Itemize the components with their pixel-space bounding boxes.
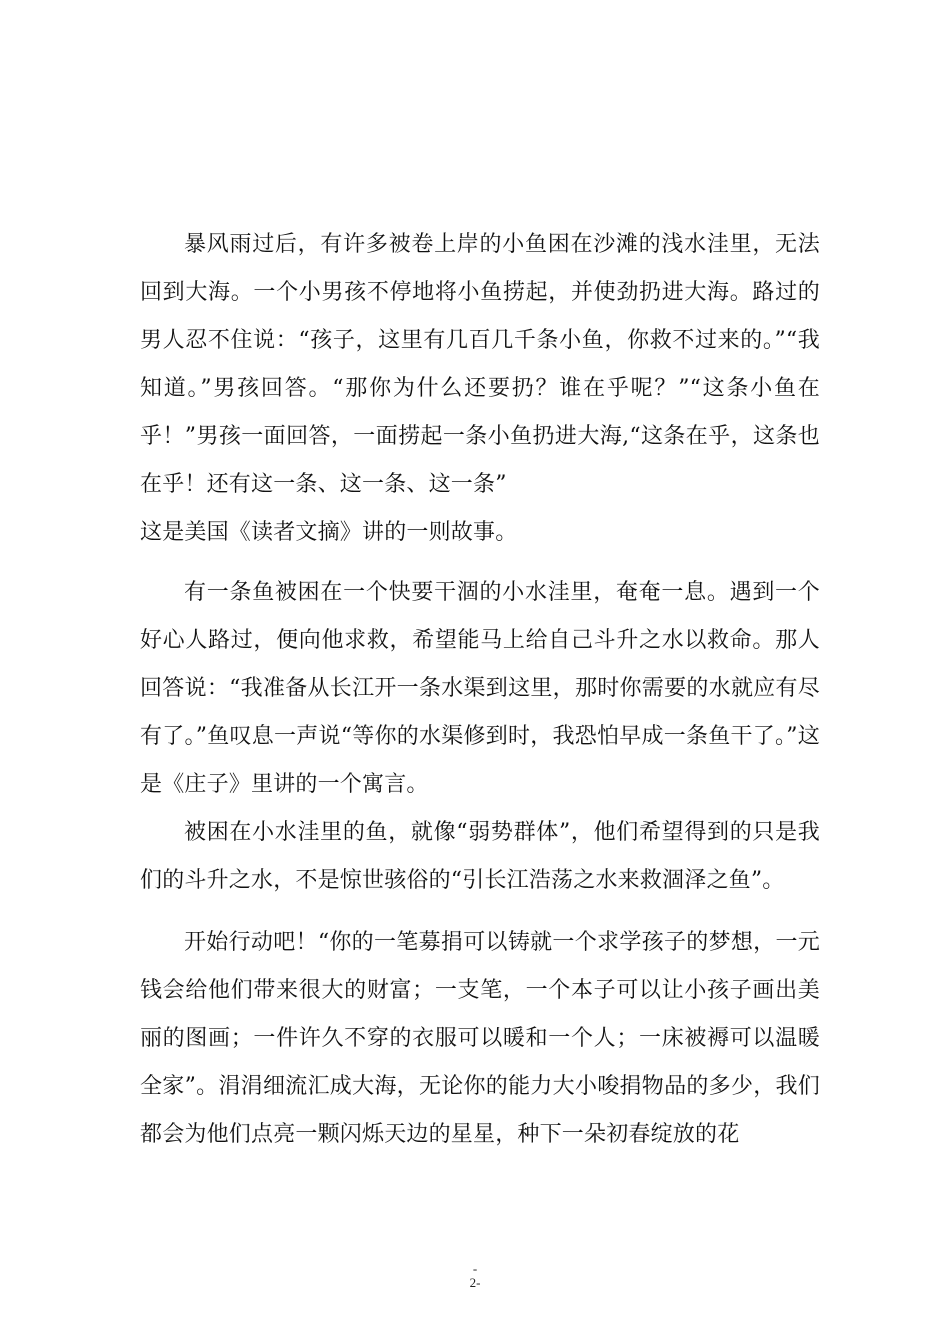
paragraph-source-note: 这是美国《读者文摘》讲的一则故事。	[140, 520, 518, 545]
paragraph-vulnerable-groups: 被困在小水洼里的鱼，就像“弱势群体”，他们希望得到的只是我们的斗升之水，不是惊世骇俗的“引长江浩荡之水来救涸泽之鱼”。	[140, 820, 820, 893]
paragraph-call-to-action: 开始行动吧！“你的一笔募捐可以铸就一个求学孩子的梦想，一元钱会给他们带来很大的财富；一支笔，一个本子可以让小孩子画出美丽的图画；一件许久不穿的衣服可以暖和一个人；一床被褥可以温暖全家”。涓涓细流汇成大海，无论你的能力大小唆捐物品的多少，我们都会为他们点亮一颗闪烁天边的星星，种下一朵初春绽放的花	[140, 930, 820, 1147]
paragraph-zhuangzi-fable: 有一条鱼被困在一个快要干涸的小水洼里，奄奄一息。遇到一个好心人路过，便向他求救，希望能马上给自己斗升之水以救命。那人回答说：“我准备从长江开一条水渠到这里，那时你需要的水就应有尽有了。”鱼叹息一声说“等你的水渠修到时，我恐怕早成一条鱼干了。”这是《庄子》里讲的一个寓言。	[140, 580, 820, 797]
footer-dash: -	[472, 1261, 478, 1276]
page-number: 2-	[469, 1275, 481, 1290]
document-body	[140, 221, 820, 1159]
paragraph-storm-story: 暴风雨过后，有许多被卷上岸的小鱼困在沙滩的浅水洼里，无法回到大海。一个小男孩不停地将小鱼捞起，并使劲扔进大海。路过的男人忍不住说：“孩子，这里有几百几千条小鱼，你救不过来的。”“我知道。”男孩回答。“那你为什么还要扔？谁在乎呢？”“这条小鱼在乎！”男孩一面回答，一面捞起一条小鱼扔进大海,“这条在乎，这条也在乎！还有这一条、这一条、这一条”	[140, 232, 820, 497]
